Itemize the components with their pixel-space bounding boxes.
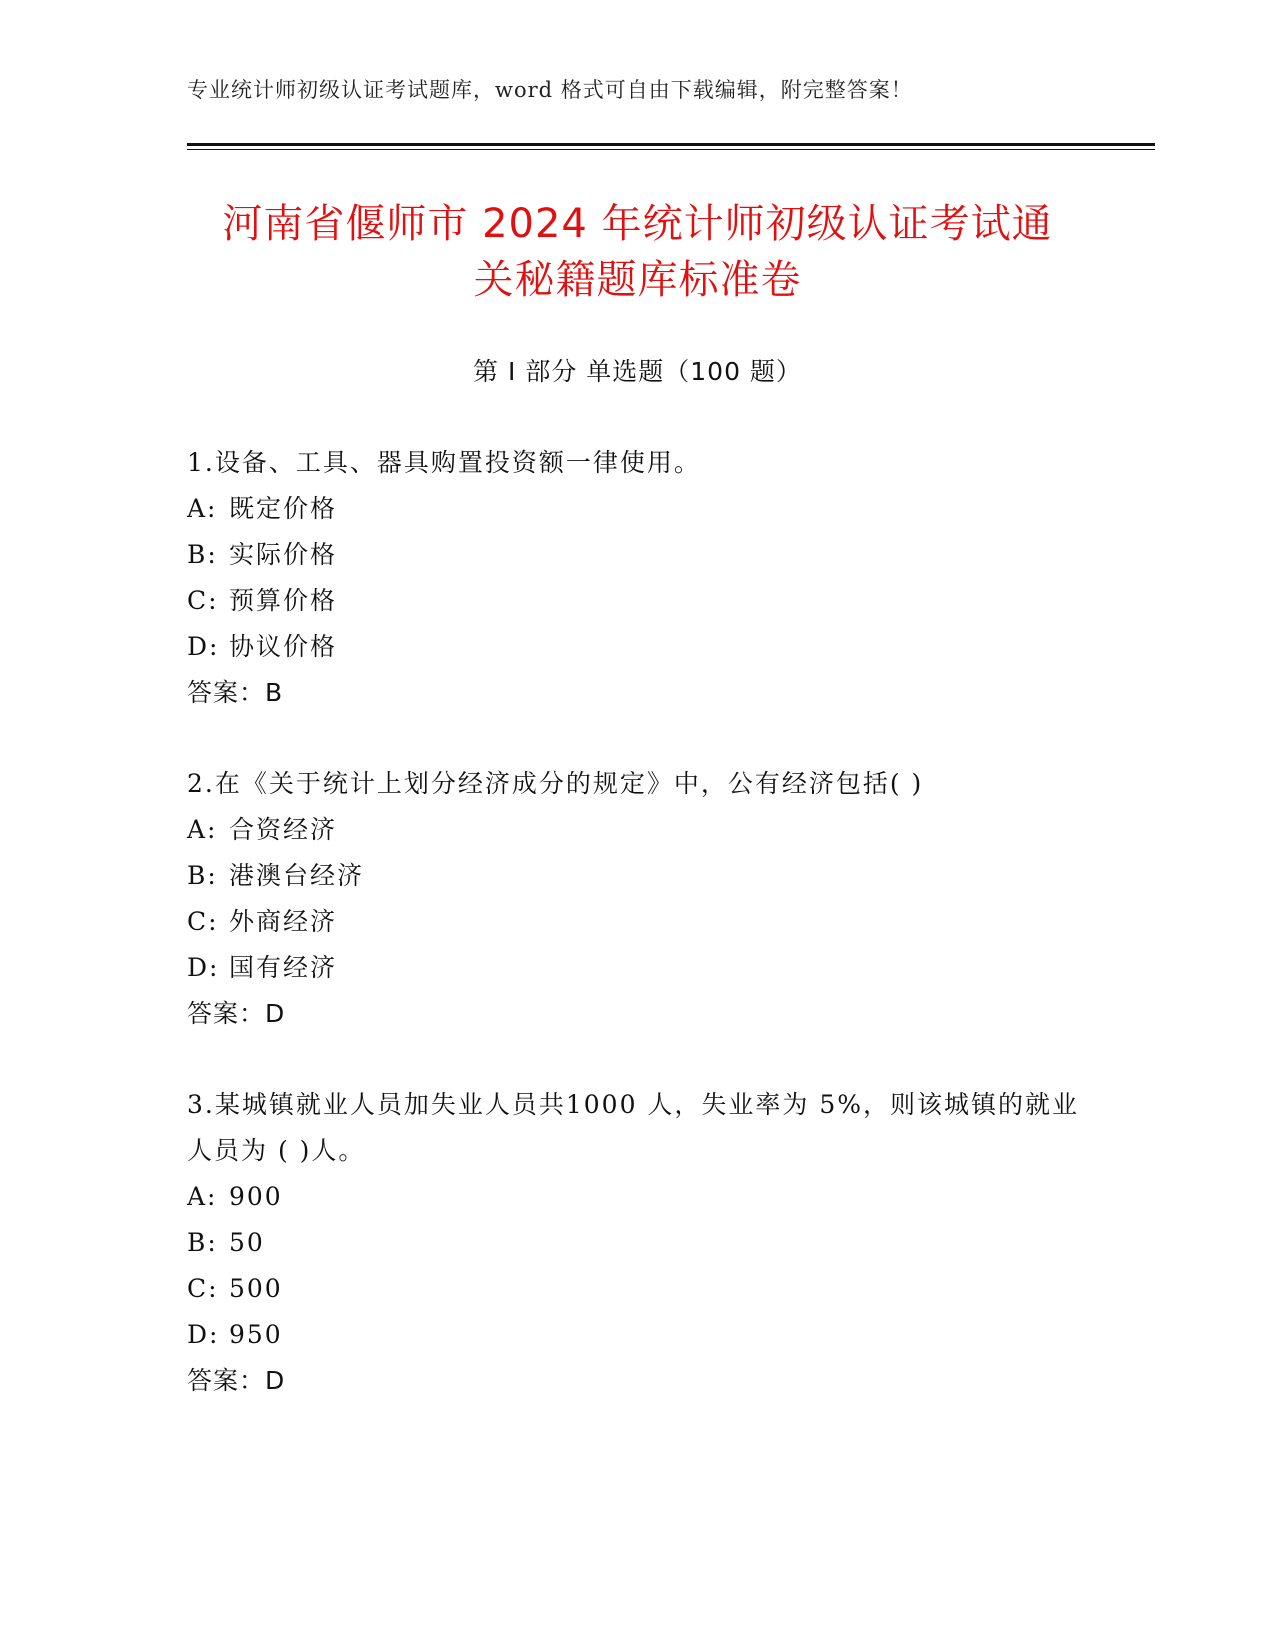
- option-text: 国有经济: [229, 953, 338, 982]
- option-letter: B:: [187, 540, 218, 569]
- option-d: [187, 624, 1087, 670]
- document-title: [150, 196, 1125, 308]
- option-b: [187, 853, 1087, 899]
- option-letter: D:: [187, 1320, 220, 1349]
- question-2: [187, 761, 1087, 1037]
- option-b: [187, 532, 1087, 578]
- question-list: [187, 440, 1087, 1449]
- option-letter: B:: [187, 861, 218, 890]
- answer: 答案：B: [187, 678, 284, 707]
- option-text: 预算价格: [229, 586, 338, 615]
- option-letter: A:: [187, 1182, 218, 1211]
- document-title-line-2: 关秘籍题库标准卷: [473, 257, 802, 303]
- option-letter: A:: [187, 494, 218, 523]
- header-rule-thick: [187, 143, 1155, 146]
- option-letter: C:: [187, 586, 219, 615]
- option-text: 既定价格: [229, 494, 338, 523]
- option-letter: A:: [187, 815, 218, 844]
- option-c: [187, 1266, 1087, 1312]
- header-note: 专业统计师初级认证考试题库，word 格式可自由下载编辑，附完整答案！: [187, 78, 913, 102]
- option-text: 港澳台经济: [229, 861, 365, 890]
- option-text: 外商经济: [229, 907, 338, 936]
- option-letter: B:: [187, 1228, 218, 1257]
- option-text: 实际价格: [229, 540, 338, 569]
- option-b: [187, 1220, 1087, 1266]
- question-1: [187, 440, 1087, 716]
- option-d: [187, 945, 1087, 991]
- option-text: 协议价格: [229, 632, 338, 661]
- option-text: 950: [229, 1320, 283, 1349]
- document-title-line-1: 河南省偃师市 2024 年统计师初级认证考试通: [222, 201, 1053, 247]
- answer: 答案：D: [187, 999, 286, 1028]
- option-a: [187, 807, 1087, 853]
- question-stem: 1.设备、工具、器具购置投资额一律使用。: [187, 448, 701, 477]
- option-text: 合资经济: [229, 815, 338, 844]
- option-d: [187, 1312, 1087, 1358]
- option-letter: C:: [187, 907, 219, 936]
- option-letter: D:: [187, 953, 220, 982]
- question-stem: 3.某城镇就业人员加失业人员共1000 人，失业率为 5%，则该城镇的就业人员为 ( )人。: [187, 1090, 1080, 1165]
- option-c: [187, 578, 1087, 624]
- question-stem: 2.在《关于统计上划分经济成分的规定》中，公有经济包括( ): [187, 769, 924, 798]
- option-a: [187, 486, 1087, 532]
- option-text: 50: [229, 1228, 265, 1257]
- option-letter: C:: [187, 1274, 219, 1303]
- option-a: [187, 1174, 1087, 1220]
- option-text: 500: [229, 1274, 283, 1303]
- section-title: 第 I 部分 单选题（100 题）: [473, 357, 802, 386]
- option-text: 900: [229, 1182, 283, 1211]
- option-c: [187, 899, 1087, 945]
- option-letter: D:: [187, 632, 220, 661]
- header-rule-thin: [187, 149, 1155, 150]
- question-3: [187, 1082, 1087, 1404]
- answer: 答案：D: [187, 1366, 286, 1395]
